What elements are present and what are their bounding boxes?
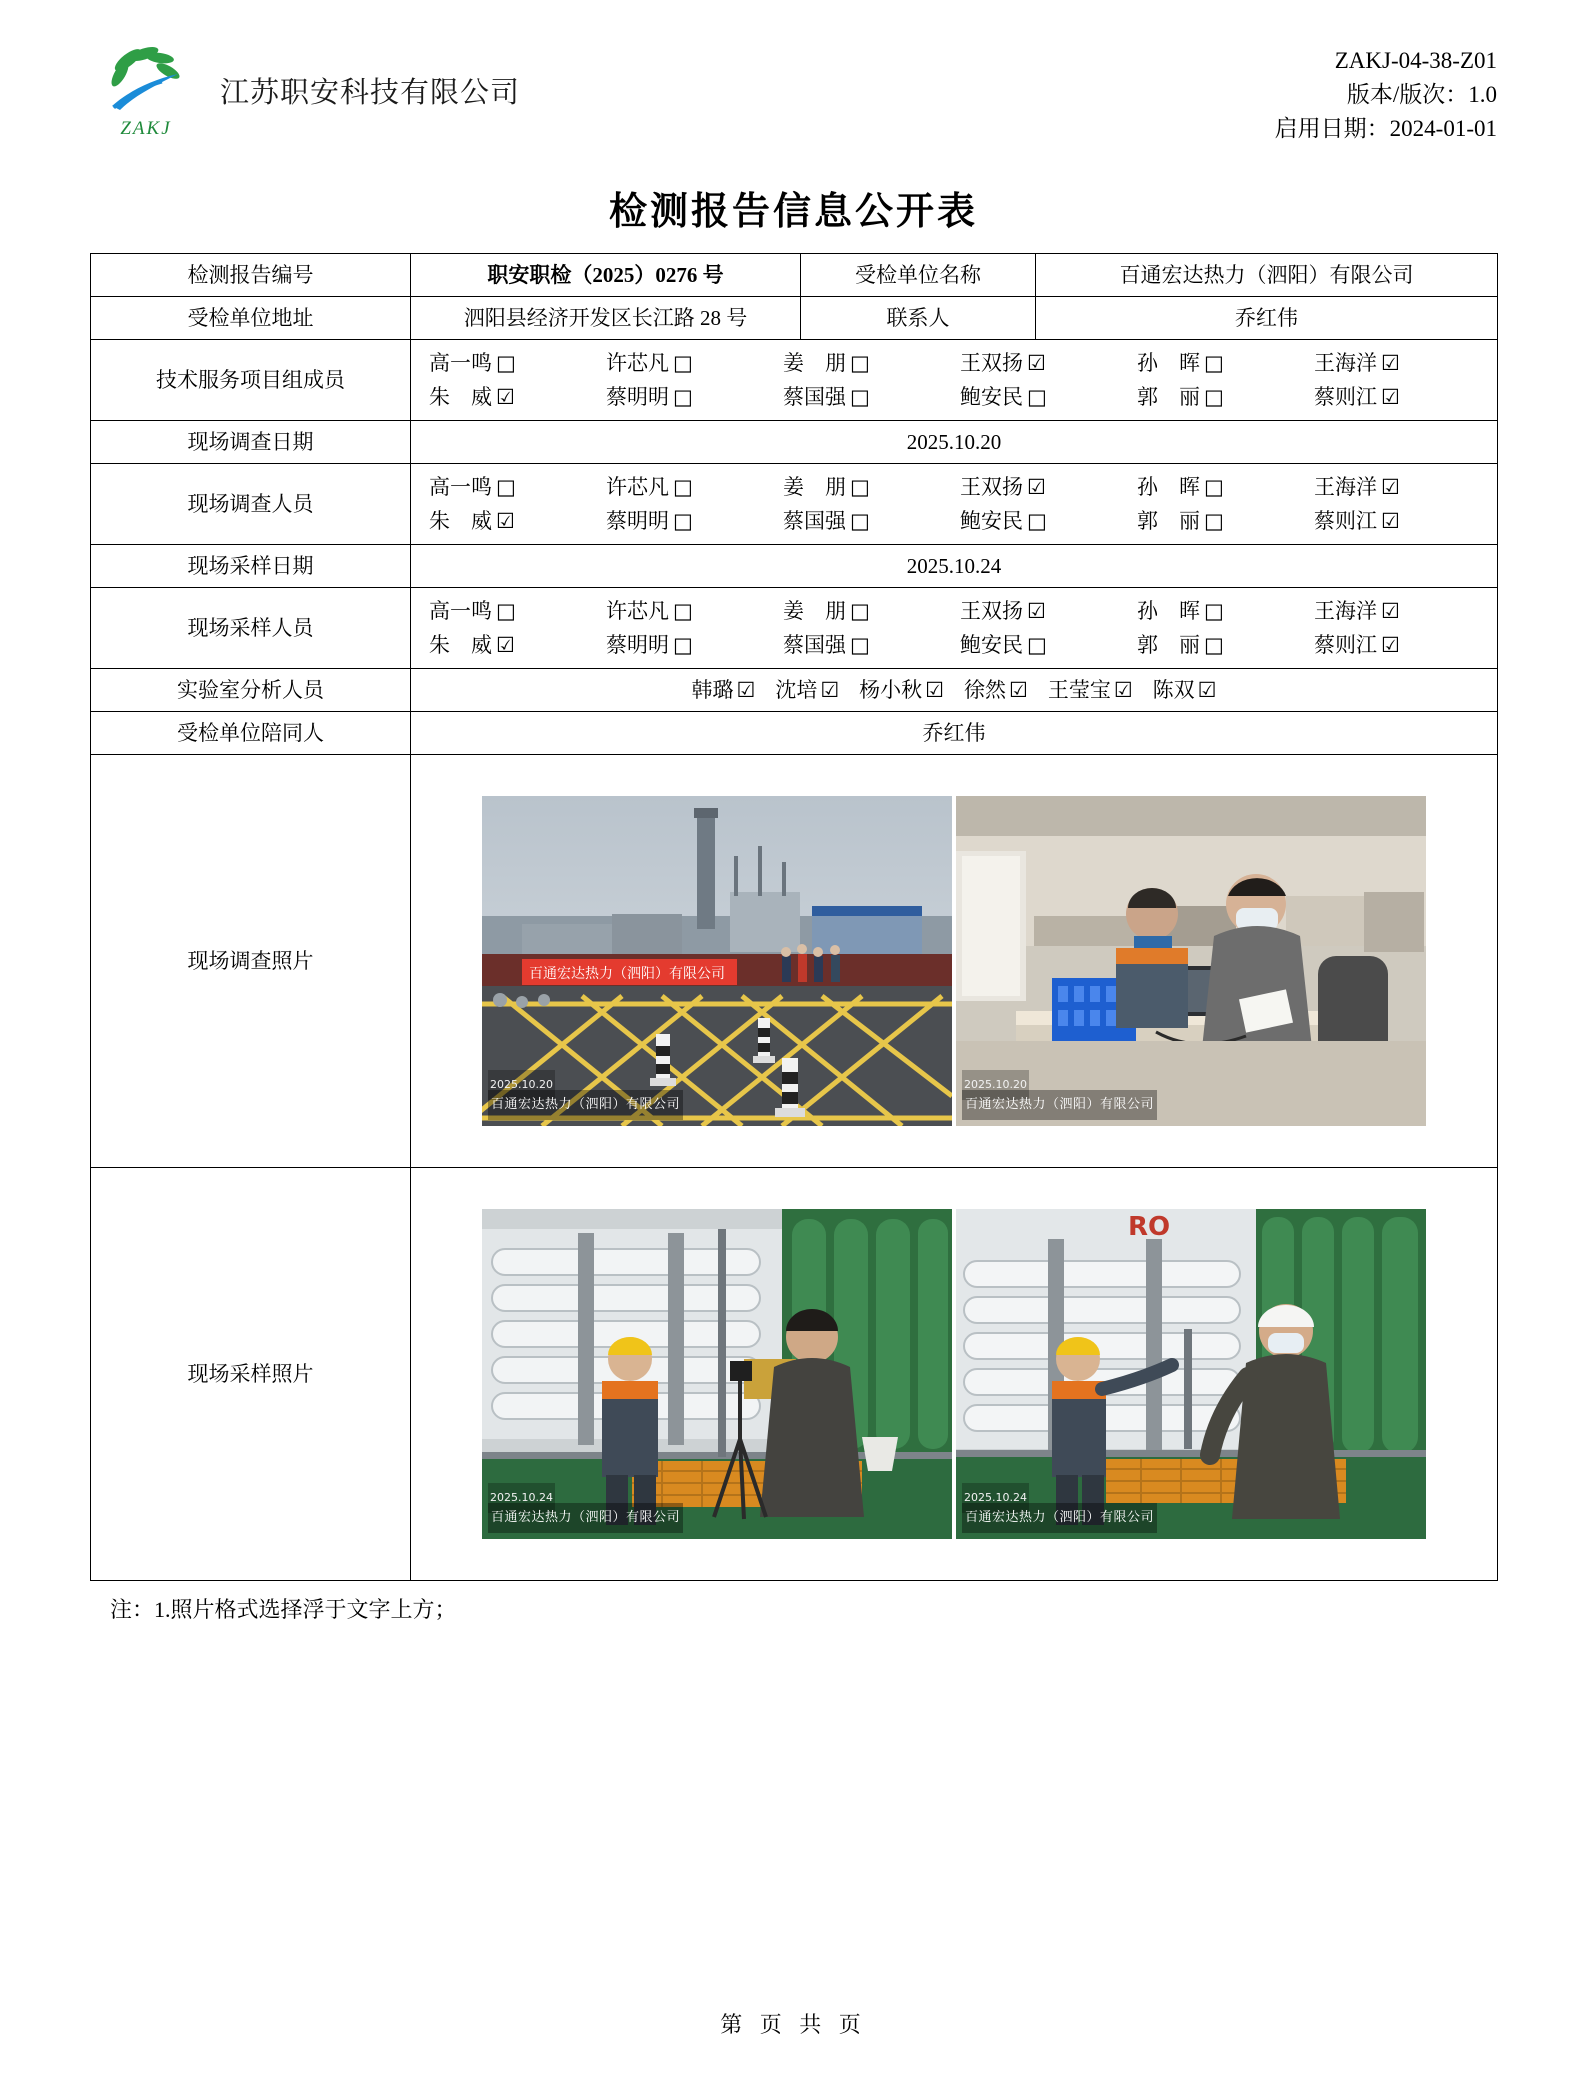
person-name: 郭 丽 (1137, 633, 1200, 657)
sampling-people-label: 现场采样人员 (91, 588, 411, 669)
person-name: 沈培 (775, 678, 818, 702)
photo-caption: 百通宏达热力（泗阳）有限公司 (488, 1090, 683, 1120)
person-name: 王双扬 (960, 351, 1023, 375)
checkbox-icon[interactable]: ☑ (496, 384, 515, 409)
escort-label: 受检单位陪同人 (91, 712, 411, 755)
person-checkbox-item[interactable] (1308, 506, 1485, 536)
checkbox-icon[interactable]: ☑ (1381, 350, 1400, 375)
person-checkbox-item[interactable] (954, 472, 1131, 502)
team-label: 技术服务项目组成员 (91, 340, 411, 421)
person-name: 陈双 (1152, 678, 1195, 702)
person-checkbox-item[interactable] (777, 382, 954, 412)
person-name: 孙 晖 (1137, 475, 1200, 499)
checkbox-icon[interactable]: ☑ (1381, 474, 1400, 499)
person-name: 蔡则江 (1314, 509, 1377, 533)
lab-people-cell (411, 669, 1498, 712)
person-name: 蔡明明 (606, 509, 669, 533)
person-name: 鲍安民 (960, 633, 1023, 657)
person-name: 蔡明明 (606, 385, 669, 409)
person-checkbox-item[interactable] (1131, 630, 1308, 660)
checkbox-icon[interactable]: □ (850, 474, 870, 499)
checkbox-icon[interactable]: □ (850, 508, 870, 533)
checkbox-icon[interactable]: ☑ (1381, 384, 1400, 409)
survey-photo-group (419, 761, 1489, 1161)
sampling-people-cell (411, 588, 1498, 669)
survey-photo-1 (482, 796, 952, 1126)
person-name: 姜 朋 (783, 475, 846, 499)
doc-version: 版本/版次：1.0 (1346, 82, 1497, 107)
person-checkbox-item[interactable] (423, 506, 600, 536)
checkbox-icon[interactable]: ☑ (1113, 677, 1133, 702)
checkbox-icon[interactable]: □ (496, 474, 516, 499)
svg-text:百通宏达热力（泗阳）有限公司: 百通宏达热力（泗阳）有限公司 (529, 966, 725, 982)
address-label: 受检单位地址 (91, 297, 411, 340)
table-row (91, 464, 1498, 545)
person-checkbox-item[interactable] (777, 472, 954, 502)
checkbox-icon[interactable]: □ (1204, 350, 1224, 375)
checkbox-icon[interactable]: ☑ (925, 677, 944, 702)
checkbox-icon[interactable]: □ (1027, 508, 1047, 533)
person-checkbox-item[interactable] (1308, 382, 1485, 412)
report-no-value: 职安职检（2025）0276 号 (411, 254, 801, 297)
lab-person-item[interactable] (964, 675, 1028, 705)
checkbox-icon[interactable]: □ (850, 350, 870, 375)
table-row (91, 545, 1498, 588)
survey-people-grid (419, 470, 1489, 538)
checkbox-icon[interactable]: ☑ (1009, 677, 1028, 702)
client-value: 百通宏达热力（泗阳）有限公司 (1036, 254, 1498, 297)
person-name: 王海洋 (1314, 351, 1377, 375)
person-checkbox-item[interactable] (600, 506, 777, 536)
person-checkbox-item[interactable] (600, 630, 777, 660)
table-row (91, 712, 1498, 755)
checkbox-icon[interactable]: □ (673, 350, 693, 375)
person-checkbox-item[interactable] (954, 382, 1131, 412)
sampling-date-label: 现场采样日期 (91, 545, 411, 588)
client-label: 受检单位名称 (801, 254, 1036, 297)
checkbox-icon[interactable]: □ (850, 384, 870, 409)
logo-wordmark: ZAKJ (120, 118, 172, 139)
doc-effective-date: 启用日期：2024-01-01 (1274, 116, 1497, 141)
checkbox-icon[interactable]: □ (1204, 384, 1224, 409)
person-checkbox-item[interactable] (777, 630, 954, 660)
sampling-photo-label: 现场采样照片 (91, 1168, 411, 1581)
checkbox-icon[interactable]: □ (1204, 474, 1224, 499)
lab-person-item[interactable] (692, 675, 756, 705)
person-name: 蔡则江 (1314, 385, 1377, 409)
company-logo (90, 38, 202, 142)
photo-date-stamp: 2025.10.24 (488, 1483, 555, 1513)
survey-people-cell (411, 464, 1498, 545)
checkbox-icon[interactable]: □ (673, 632, 693, 657)
person-checkbox-item[interactable] (954, 506, 1131, 536)
lab-person-item[interactable] (775, 675, 839, 705)
checkbox-icon[interactable]: □ (496, 350, 516, 375)
person-name: 杨小秋 (859, 678, 923, 702)
checkbox-icon[interactable]: ☑ (1027, 474, 1046, 499)
person-checkbox-item[interactable] (1308, 596, 1485, 626)
checkbox-icon[interactable]: □ (850, 632, 870, 657)
person-checkbox-item[interactable] (600, 382, 777, 412)
table-row (91, 254, 1498, 297)
leaf-icon (98, 40, 194, 112)
survey-people-label: 现场调查人员 (91, 464, 411, 545)
person-checkbox-item[interactable] (1131, 348, 1308, 378)
person-name: 许芯凡 (606, 599, 669, 623)
lab-person-item[interactable] (1153, 675, 1217, 705)
person-name: 王双扬 (960, 475, 1023, 499)
person-name: 王莹宝 (1047, 678, 1111, 702)
checkbox-icon[interactable]: ☑ (1381, 508, 1400, 533)
contact-label: 联系人 (801, 297, 1036, 340)
person-checkbox-item[interactable] (1131, 472, 1308, 502)
doc-code: ZAKJ-04-38-Z01 (1334, 48, 1497, 73)
person-checkbox-item[interactable] (423, 348, 600, 378)
person-name: 孙 晖 (1137, 351, 1200, 375)
person-name: 郭 丽 (1137, 509, 1200, 533)
sampling-photo-2 (956, 1209, 1426, 1539)
table-row (91, 755, 1498, 1168)
person-name: 高一鸣 (429, 475, 492, 499)
checkbox-icon[interactable]: ☑ (1381, 598, 1400, 623)
company-name: 江苏职安科技有限公司 (220, 76, 521, 109)
lab-person-item[interactable] (1048, 675, 1133, 705)
person-name: 高一鸣 (429, 599, 492, 623)
survey-photo-cell (411, 755, 1498, 1168)
person-name: 孙 晖 (1137, 599, 1200, 623)
person-checkbox-item[interactable] (954, 630, 1131, 660)
svg-text:RO: RO (1128, 1212, 1171, 1242)
lab-person-item[interactable] (859, 675, 944, 705)
person-name: 蔡明明 (606, 633, 669, 657)
person-name: 姜 朋 (783, 599, 846, 623)
survey-photo-2 (956, 796, 1426, 1126)
person-checkbox-item[interactable] (1131, 506, 1308, 536)
page-title: 检测报告信息公开表 (608, 191, 978, 233)
sampling-people-grid (419, 594, 1489, 662)
person-name: 许芯凡 (606, 351, 669, 375)
person-name: 鲍安民 (960, 509, 1023, 533)
table-row (91, 1168, 1498, 1581)
person-checkbox-item[interactable] (1131, 596, 1308, 626)
escort-value: 乔红伟 (411, 712, 1498, 755)
table-row (91, 421, 1498, 464)
team-members-cell (411, 340, 1498, 421)
person-name: 蔡国强 (783, 509, 846, 533)
document-header (90, 38, 1497, 156)
checkbox-icon[interactable]: ☑ (736, 677, 756, 702)
person-name: 蔡国强 (783, 633, 846, 657)
person-checkbox-item[interactable] (600, 472, 777, 502)
person-name: 郭 丽 (1137, 385, 1200, 409)
photo-caption: 百通宏达热力（泗阳）有限公司 (962, 1090, 1157, 1120)
person-name: 朱 威 (429, 633, 492, 657)
checkbox-icon[interactable]: ☑ (1381, 632, 1400, 657)
checkbox-icon[interactable]: □ (673, 474, 693, 499)
report-no-label: 检测报告编号 (91, 254, 411, 297)
photo-caption: 百通宏达热力（泗阳）有限公司 (488, 1503, 683, 1533)
checkbox-icon[interactable]: ☑ (496, 508, 515, 533)
checkbox-icon[interactable]: □ (850, 598, 870, 623)
person-name: 朱 威 (429, 509, 492, 533)
person-checkbox-item[interactable] (777, 506, 954, 536)
table-row (91, 340, 1498, 421)
contact-value: 乔红伟 (1036, 297, 1498, 340)
checkbox-icon[interactable]: □ (496, 598, 516, 623)
checkbox-icon[interactable]: ☑ (1197, 677, 1217, 702)
checkbox-icon[interactable]: □ (1204, 508, 1224, 533)
survey-date-label: 现场调查日期 (91, 421, 411, 464)
photo-date-stamp: 2025.10.20 (962, 1070, 1029, 1100)
person-checkbox-item[interactable] (423, 630, 600, 660)
person-name: 鲍安民 (960, 385, 1023, 409)
person-name: 韩璐 (691, 678, 734, 702)
table-row (91, 297, 1498, 340)
checkbox-icon[interactable]: □ (673, 384, 693, 409)
person-name: 王双扬 (960, 599, 1023, 623)
checkbox-icon[interactable]: ☑ (1027, 350, 1046, 375)
checkbox-icon[interactable]: ☑ (820, 677, 840, 702)
person-checkbox-item[interactable] (600, 596, 777, 626)
person-name: 姜 朋 (783, 351, 846, 375)
lab-people-list (419, 675, 1489, 705)
person-name: 蔡则江 (1314, 633, 1377, 657)
address-value: 泗阳县经济开发区长江路 28 号 (411, 297, 801, 340)
person-name: 朱 威 (429, 385, 492, 409)
checkbox-icon[interactable]: □ (1027, 632, 1047, 657)
survey-photo-label: 现场调查照片 (91, 755, 411, 1168)
info-table (90, 253, 1498, 1581)
checkbox-icon[interactable]: □ (1204, 598, 1224, 623)
person-checkbox-item[interactable] (777, 596, 954, 626)
survey-date-value: 2025.10.20 (411, 421, 1498, 464)
person-checkbox-item[interactable] (1131, 382, 1308, 412)
checkbox-icon[interactable]: □ (1027, 384, 1047, 409)
sampling-date-value: 2025.10.24 (411, 545, 1498, 588)
checkbox-icon[interactable]: □ (673, 508, 693, 533)
person-name: 王海洋 (1314, 599, 1377, 623)
person-checkbox-item[interactable] (1308, 348, 1485, 378)
person-name: 许芯凡 (606, 475, 669, 499)
brand-block (90, 38, 520, 142)
person-name: 蔡国强 (783, 385, 846, 409)
photo-date-stamp: 2025.10.20 (488, 1070, 555, 1100)
person-checkbox-item[interactable] (954, 348, 1131, 378)
photo-date-stamp: 2025.10.24 (962, 1483, 1029, 1513)
footnote: 注：1.照片格式选择浮于文字上方； (110, 1597, 457, 1622)
person-checkbox-item[interactable] (423, 382, 600, 412)
table-row (91, 669, 1498, 712)
person-name: 王海洋 (1314, 475, 1377, 499)
checkbox-icon[interactable]: ☑ (496, 632, 515, 657)
page-footer: 第 页 共 页 (720, 2012, 867, 2037)
photo-caption: 百通宏达热力（泗阳）有限公司 (962, 1503, 1157, 1533)
lab-label: 实验室分析人员 (91, 669, 411, 712)
document-meta (1275, 38, 1497, 146)
person-checkbox-item[interactable] (423, 596, 600, 626)
person-name: 高一鸣 (429, 351, 492, 375)
person-name: 徐然 (964, 678, 1006, 702)
sampling-photo-group (419, 1174, 1489, 1574)
person-checkbox-item[interactable] (954, 596, 1131, 626)
checkbox-icon[interactable]: □ (673, 598, 693, 623)
person-checkbox-item[interactable] (1308, 630, 1485, 660)
sampling-photo-1 (482, 1209, 952, 1539)
checkbox-icon[interactable]: ☑ (1027, 598, 1046, 623)
checkbox-icon[interactable]: □ (1204, 632, 1224, 657)
person-checkbox-item[interactable] (600, 348, 777, 378)
person-checkbox-item[interactable] (423, 472, 600, 502)
person-checkbox-item[interactable] (777, 348, 954, 378)
team-members-grid (419, 346, 1489, 414)
table-row (91, 588, 1498, 669)
sampling-photo-cell (411, 1168, 1498, 1581)
person-checkbox-item[interactable] (1308, 472, 1485, 502)
